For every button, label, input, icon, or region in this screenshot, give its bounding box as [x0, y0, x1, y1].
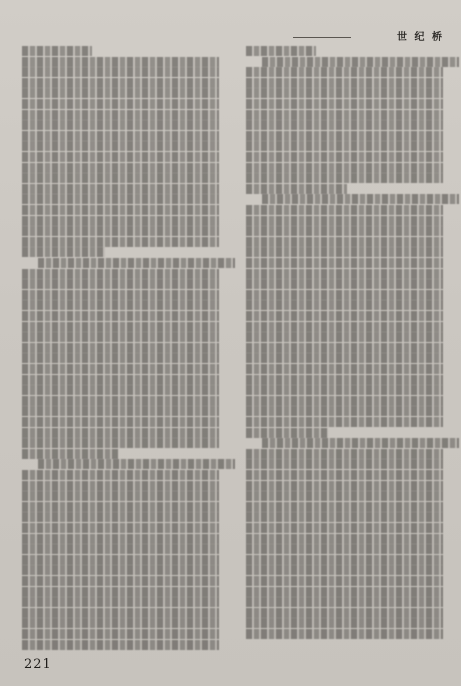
text-line — [22, 57, 219, 67]
text-line — [246, 332, 443, 342]
text-line — [22, 428, 219, 438]
text-line — [22, 375, 219, 385]
text-column-left — [22, 46, 219, 652]
text-line — [22, 311, 219, 321]
text-line — [22, 353, 219, 363]
text-line — [38, 258, 235, 268]
page-number: 221 — [24, 657, 52, 672]
text-line — [22, 46, 92, 56]
text-line — [22, 216, 219, 226]
text-line — [22, 417, 219, 427]
text-line — [22, 110, 219, 120]
text-line — [22, 491, 219, 501]
text-line — [22, 237, 219, 247]
text-line — [22, 512, 219, 522]
text-line — [22, 152, 219, 162]
journal-title-char-1: 世 — [397, 32, 409, 43]
text-line — [246, 120, 443, 130]
text-line — [246, 67, 443, 77]
journal-title — [395, 28, 443, 43]
text-line — [246, 46, 316, 56]
text-line — [246, 322, 443, 332]
text-line — [246, 364, 443, 374]
text-line — [22, 290, 219, 300]
text-line — [246, 78, 443, 88]
text-line — [22, 555, 219, 565]
text-line — [22, 576, 219, 586]
text-line — [22, 184, 219, 194]
text-line — [22, 618, 219, 628]
text-line — [22, 226, 219, 236]
text-line — [246, 555, 443, 565]
text-line — [22, 565, 219, 575]
text-line — [246, 428, 328, 438]
text-line — [22, 406, 219, 416]
text-line — [246, 534, 443, 544]
text-line — [246, 247, 443, 257]
text-line — [246, 385, 443, 395]
text-line — [22, 640, 219, 650]
text-line — [246, 565, 443, 575]
text-line — [246, 216, 443, 226]
text-line — [22, 597, 219, 607]
text-line — [246, 470, 443, 480]
text-line — [246, 269, 443, 279]
text-line — [246, 417, 443, 427]
text-line — [22, 67, 219, 77]
text-line — [22, 332, 219, 342]
text-line — [22, 629, 219, 639]
text-line — [22, 141, 219, 151]
text-line — [246, 449, 443, 459]
text-line — [246, 290, 443, 300]
text-line — [22, 300, 219, 310]
running-header — [293, 28, 443, 44]
text-line — [22, 131, 219, 141]
text-line — [22, 343, 219, 353]
text-line — [22, 385, 219, 395]
text-line — [246, 502, 443, 512]
journal-title-char-3: 桥 — [432, 32, 443, 43]
text-line — [22, 481, 219, 491]
text-line — [22, 608, 219, 618]
text-line — [262, 57, 459, 67]
text-line — [246, 205, 443, 215]
text-line — [246, 512, 443, 522]
text-line — [246, 226, 443, 236]
text-line — [246, 618, 443, 628]
text-line — [246, 459, 443, 469]
text-line — [246, 300, 443, 310]
text-line — [22, 163, 219, 173]
text-line — [22, 88, 219, 98]
text-line — [246, 481, 443, 491]
text-line — [22, 120, 219, 130]
text-line — [246, 141, 443, 151]
text-line — [246, 629, 443, 639]
text-line — [246, 544, 443, 554]
text-line — [22, 523, 219, 533]
text-line — [246, 587, 443, 597]
text-line — [246, 597, 443, 607]
text-line — [246, 152, 443, 162]
text-line — [22, 194, 219, 204]
text-line — [246, 131, 443, 141]
text-line — [246, 163, 443, 173]
text-line — [22, 322, 219, 332]
text-line — [246, 279, 443, 289]
text-line — [246, 375, 443, 385]
text-line — [246, 353, 443, 363]
text-line — [246, 311, 443, 321]
text-line — [246, 184, 347, 194]
text-line — [246, 110, 443, 120]
text-line — [22, 470, 219, 480]
text-line — [22, 544, 219, 554]
text-line — [246, 608, 443, 618]
text-line — [246, 258, 443, 268]
text-line — [22, 205, 219, 215]
text-line — [22, 364, 219, 374]
text-line — [246, 88, 443, 98]
text-line — [22, 449, 118, 459]
text-line — [22, 587, 219, 597]
text-line — [246, 173, 443, 183]
text-line — [262, 438, 459, 448]
text-line — [38, 459, 235, 469]
text-line — [22, 99, 219, 109]
text-line — [22, 78, 219, 88]
text-line — [22, 534, 219, 544]
text-line — [22, 502, 219, 512]
text-line — [246, 99, 443, 109]
text-line — [22, 173, 219, 183]
text-line — [246, 406, 443, 416]
text-line — [262, 194, 459, 204]
text-line — [22, 247, 105, 257]
text-line — [246, 237, 443, 247]
journal-title-char-2: 纪 — [414, 32, 426, 43]
text-line — [246, 523, 443, 533]
text-line — [22, 279, 219, 289]
header-rule — [293, 37, 351, 38]
text-line — [22, 438, 219, 448]
text-line — [246, 396, 443, 406]
text-line — [22, 269, 219, 279]
text-column-right — [246, 46, 443, 652]
text-line — [22, 396, 219, 406]
text-line — [246, 576, 443, 586]
text-line — [246, 491, 443, 501]
text-line — [246, 343, 443, 353]
